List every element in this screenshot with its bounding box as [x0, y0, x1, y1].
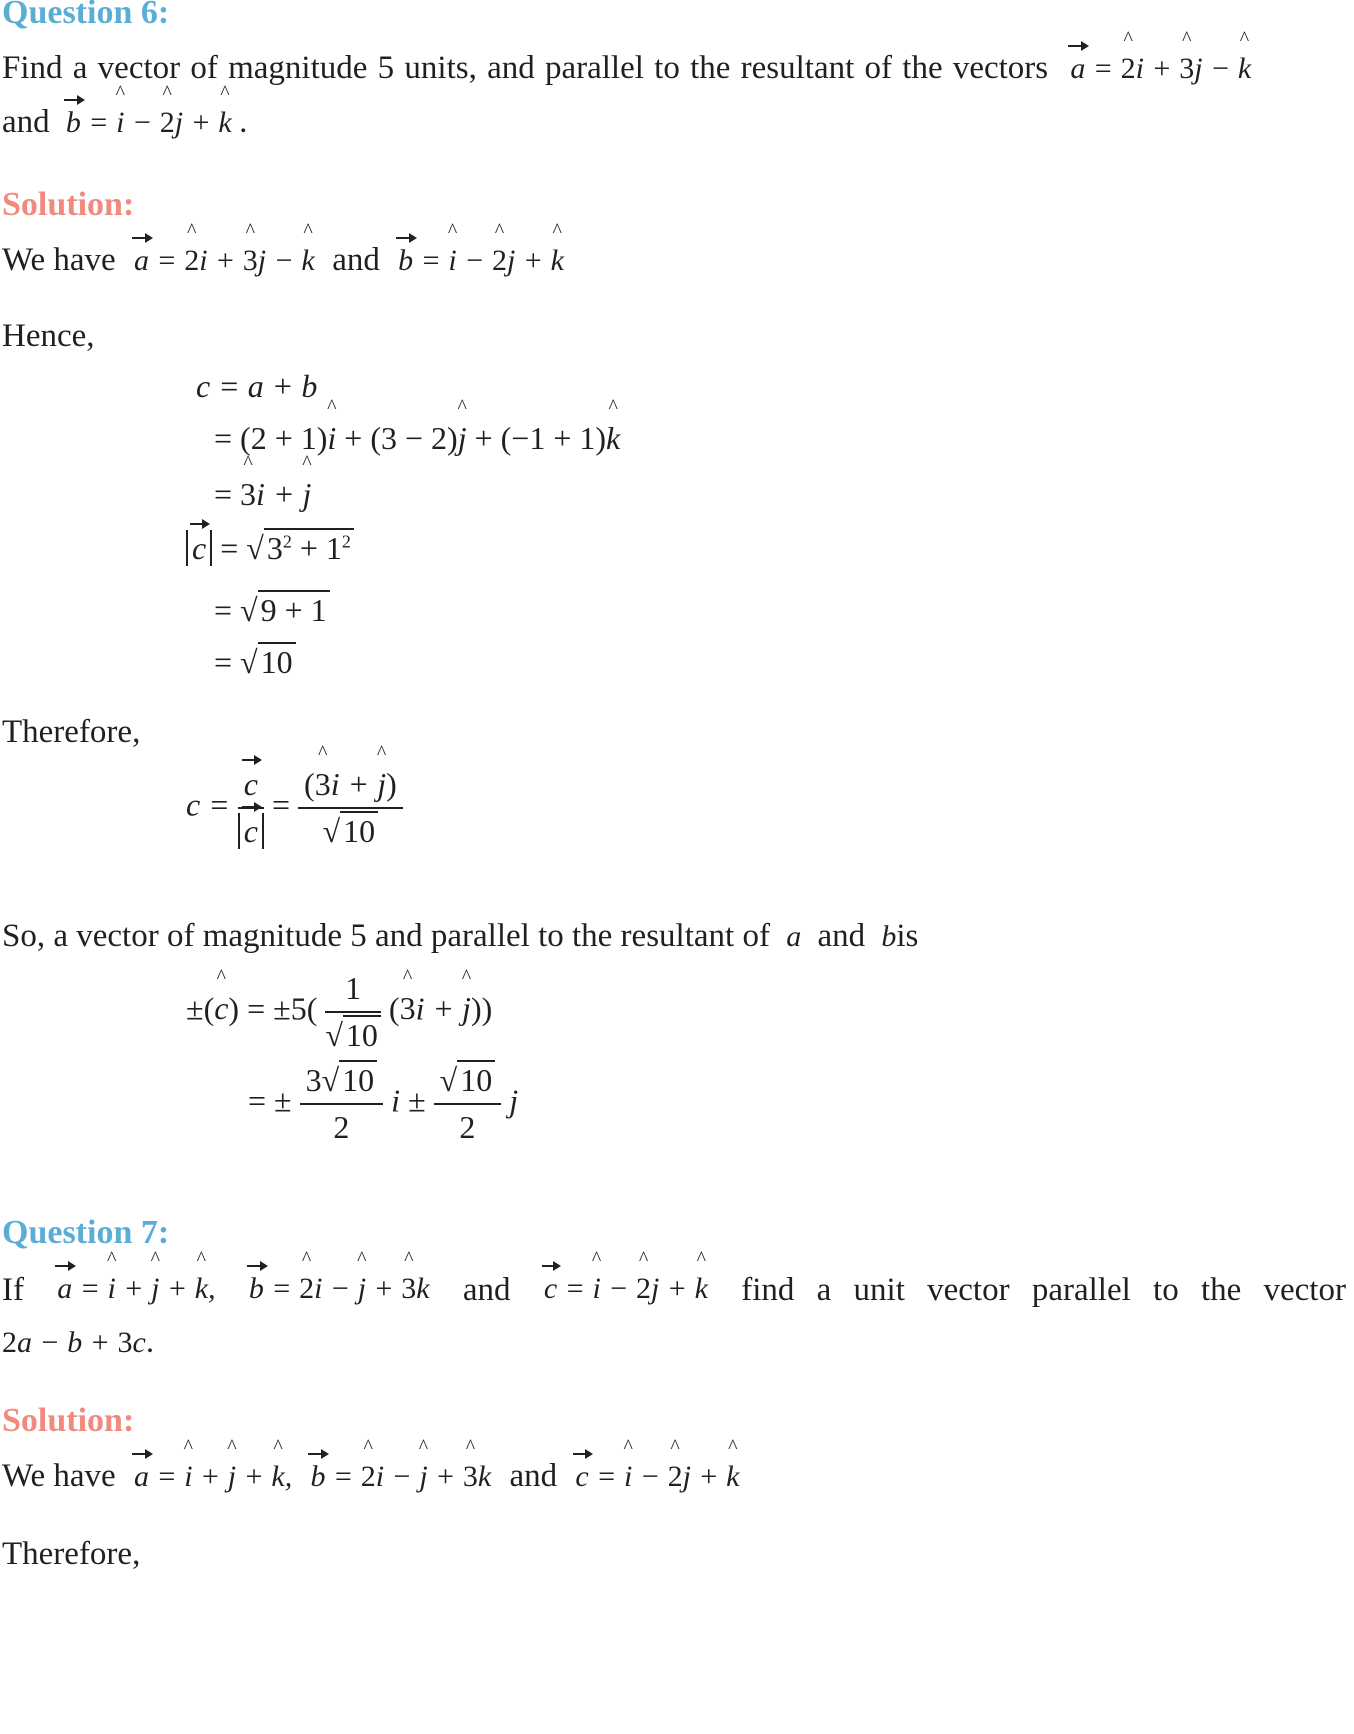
- equation-c-sum: c = a + b: [196, 368, 318, 404]
- solution-6-conclusion: So, a vector of magnitude 5 and parallel to the resultant of a and bis: [2, 918, 919, 954]
- equation-c-components: = (2 + 1)^ i + (3 − 2)^ j + (−1 + 1)^ k: [214, 420, 620, 457]
- vector-a-definition: a = ^ 2i + ^ 3j − ^ k: [1070, 52, 1251, 85]
- question-7-text-line2: 2a − b + 3c.: [2, 1324, 155, 1360]
- solution-7-heading: Solution:: [2, 1402, 135, 1439]
- equation-unit-vector: c = $\frac{c}{c}$ = $\frac{(\^{} 3i + \^{} j)}{√10}$: [186, 766, 403, 850]
- question-6-text-line1: [2, 50, 1342, 87]
- question-6-text: Find a vector of magnitude 5 units, and parallel to the resultant of the vectors: [2, 50, 1049, 86]
- question-7-text-line1: If a = ^ i + ^ j + ^ k, b = ^ 2i − ^ j + ^ 3k and c = ^ i − ^ 2j + ^ k find a unit vector parallel to the vector: [2, 1272, 1346, 1309]
- therefore-label: Therefore,: [2, 714, 141, 750]
- equation-magnitude-step3: = √10: [214, 644, 296, 681]
- equation-final-result: = ± $\frac{3√10}{2}$ i ± $\frac{√10}{2}$ j: [248, 1062, 519, 1145]
- therefore-label-7: Therefore,: [2, 1536, 141, 1572]
- hence-label: Hence,: [2, 318, 95, 354]
- equation-c-simplified: = ^ 3i + ^ j: [214, 476, 311, 513]
- question-6-text-line2: and b = ^ i − ^ 2j + ^ k .: [2, 104, 247, 141]
- question-6-heading: Question 6:: [2, 0, 170, 31]
- vector-b-definition: b = ^ i − ^ 2j + ^ k: [66, 106, 239, 139]
- question-7-heading: Question 7:: [2, 1214, 170, 1251]
- solution-6-given: We have a = ^ 2i + ^ 3j − ^ k and b = ^ i − ^ 2j + ^ k: [2, 242, 564, 279]
- equation-magnitude-step2: = √9 + 1: [214, 592, 330, 629]
- equation-c-magnitude: $c = √3^2 + 1^2$: [186, 530, 354, 567]
- and-word: and: [2, 104, 50, 140]
- equation-final-vector: ±(^ c) = ±5( $\frac{1}{√10}$ (^ 3i + ^ j)): [186, 970, 492, 1054]
- solution-7-given: We have a = ^ i + ^ j + ^ k, b = ^ 2i − ^ j + ^ 3k and c = ^ i − ^ 2j + ^ k: [2, 1458, 739, 1495]
- solution-6-heading: Solution:: [2, 186, 135, 223]
